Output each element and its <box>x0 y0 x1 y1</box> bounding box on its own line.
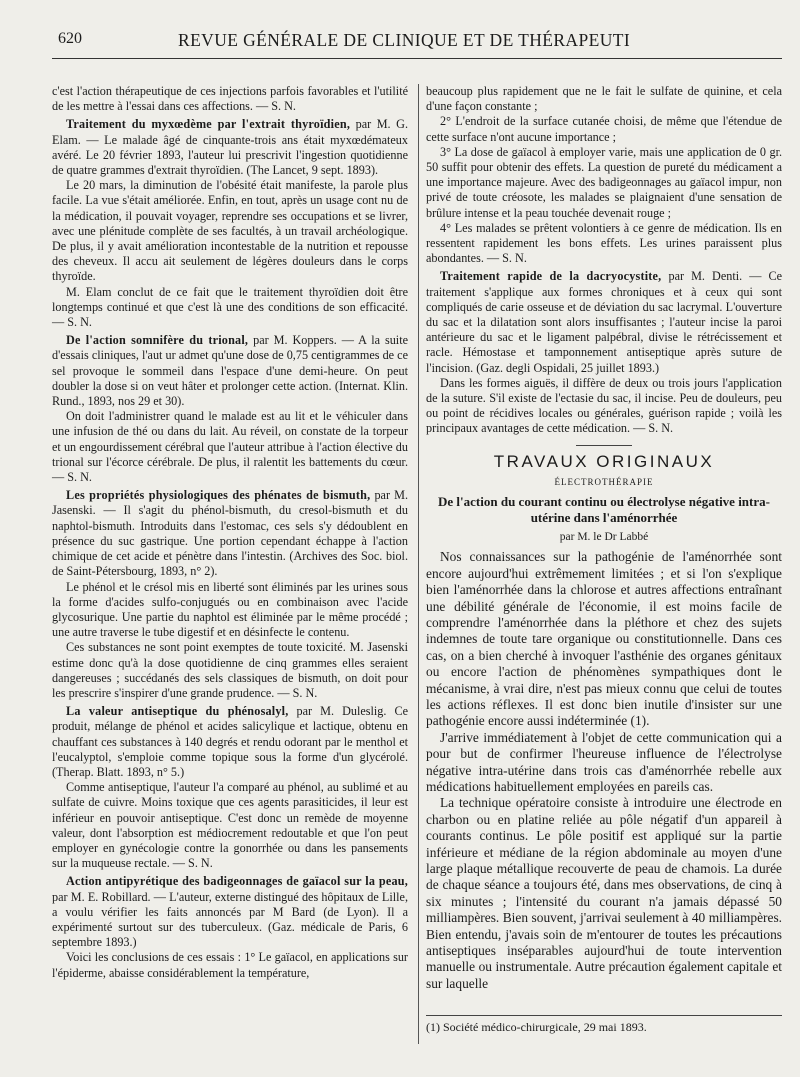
paragraph: par M. Jasenski. — Il s'agit du phénol-bismuth, du cresol-bismuth et du naphtol-bismuth. Introduits dans l'estomac, ces sels s'y dédoublent en présence du suc gastrique. Une portion cependant échappe à l'action chimique de cet acide et pénètre dans l'intestin. (Archives des Soc. biol. de Saint-Pétersbourg, 1893, n° 2). <box>52 488 408 579</box>
paragraph: Ces substances ne sont point exemptes de toute toxicité. M. Jasenski estime donc qu'à la dose quotidienne de cinq grammes elles seraient dangereuses ; succédanés des sels classiques de bismuth, on doit pour les prescrire s'inspirer d'une grande prudence. — S. N. <box>52 640 408 700</box>
paragraph: beaucoup plus rapidement que ne le fait le sulfate de quinine, et cela d'une façon constante ; <box>426 84 782 114</box>
article-title: De l'action somnifère du trional, <box>66 333 249 348</box>
paragraph: c'est l'action thérapeutique de ces injections parfois favorables et l'utilité de les mettre à l'essai dans ces affections. — S. N. <box>52 84 408 114</box>
running-title: REVUE GÉNÉRALE DE CLINIQUE ET DE THÉRAPEUTI <box>178 30 631 50</box>
article-dacryocystite <box>426 269 782 375</box>
article-title: Les propriétés physiologiques des phénates de bismuth, <box>66 488 371 503</box>
article-phenates-bismuth <box>52 488 408 579</box>
paragraph: Le 20 mars, la diminution de l'obésité était manifeste, la parole plus facile. La vue s'était améliorée. Enfin, en tout, après un usage cont nu de la médication, il pouvait voyager, reprendre ses occupations et se livrer, avec une plénitude complète de ses facultés, à un travail archéologique. De plus, il y avait amélioration incontestable de la nutrition et repousse des cheveux. Il accu ait seulement de légères douleurs dans le corps thyroïde. <box>52 178 408 284</box>
paragraph: 3° La dose de gaïacol à employer varie, mais une application de 0 gr. 50 suffit pour obtenir des effets. La question de pureté du médicament a une importance majeure. Avec des badigeonnages au gaïacol impur, non privé de toute créosote, les malades se plaignaient d'une sensation de brûlure intense et la peau touchée devenait rouge ; <box>426 144 782 220</box>
section-title: TRAVAUX ORIGINAUX <box>493 451 715 471</box>
section-separator <box>576 445 632 446</box>
article-title: La valeur antiseptique du phénosalyl, <box>66 704 289 719</box>
article-title: Traitement rapide de la dacryocystite, <box>440 269 662 284</box>
article-title: Traitement du myxœdème par l'extrait thyroïdien, <box>66 117 351 132</box>
paragraph: Voici les conclusions de ces essais : 1° Le gaïacol, en applications sur l'épiderme, abaisse considérablement la température, <box>52 950 408 980</box>
header-rule <box>52 58 782 59</box>
article-gaiacol <box>52 874 408 950</box>
paragraph: On doit l'administrer quand le malade est au lit et le véhiculer dans une infusion de thé ou dans du lait. Au réveil, on constate de la torpeur et un engourdissement cérébral que l'auteur attribue à l'action élective du trional sur l'écorce cérébrale. De plus, il ralentit les battements du cœur. — S. N. <box>52 409 408 485</box>
rubric: ÉLECTROTHÉRAPIE <box>554 476 654 487</box>
byline: par M. le Dr Labbé <box>559 531 649 544</box>
paragraph: Le phénol et le crésol mis en liberté sont éliminés par les urines sous la forme d'acides sulfo-conjugués ou en combinaison avec l'acide glycosurique. Une partie du naphtol est éliminée par le même procédé ; une autre traverse le tube digestif et en désinfecte le contenu. <box>52 579 408 640</box>
paragraph: 2° L'endroit de la surface cutanée choisi, de même que l'étendue de cette surface n'ont aucune importance ; <box>426 114 782 144</box>
article-trional <box>52 333 408 409</box>
page-number: 620 <box>58 30 82 47</box>
paragraph: Comme antiseptique, l'auteur l'a comparé au phénol, au sublimé et au sulfate de cuivre. Moins toxique que ces agents parasiticides, il leur est inférieur en pouvoir antiseptique. C'est donc un remède de moyenne valeur, dont l'absorption est médiocrement redoutable et que l'on peut employer en gynécologie contre la gonorrhée ou dans les pansements sur la muqueuse rectale. — S. N. <box>52 780 408 871</box>
paragraph: par M. Duleslig. Ce produit, mélange de phénol et acides salicylique et lactique, obtenu en chauffant ces substances à 140 degrés et rendu odorant par le menthol et l'eucalyptol, s'emploie comme topique sous la forme d'un glycérolé. (Therap. Blatt. 1893, n° 5.) <box>52 704 408 779</box>
paragraph: J'arrive immédiatement à l'objet de cette communication qui a pour but de confirmer l'heureuse influence de l'électrolyse négative intra-utérine dans trois cas d'aménorrhée rebelle aux médications habituellement employées en pareils cas. <box>426 729 782 794</box>
paragraph: M. Elam conclut de ce fait que le traitement thyroïdien doit être longtemps continué et que c'est là une des conditions de son efficacité. — S. N. <box>52 284 408 330</box>
footnote: (1) Société médico-chirurgicale, 29 mai 1893. <box>426 1015 782 1035</box>
original-article-body <box>426 549 782 992</box>
paragraph: par M. Koppers. — A la suite d'essais cliniques, l'aut ur admet qu'une dose de 0,75 centigrammes de ce sel provoque le sommeil dans l'espace d'une demi-heure. On peut doubler la dose si on veut hâter et prolonger cette action. (Internat. Klin. Rund., 1893, nos 29 et 30). <box>52 333 408 409</box>
column-divider <box>418 84 419 1044</box>
paragraph: par M. Denti. — Ce traitement s'applique aux formes chroniques et à ceux qui sont compliqués de carie osseuse et de déviation du sac lacrymal. L'ouverture du sac et la dilatation sont alors insuffisantes ; l'auteur incise la paroi antérieure du sac et le ligament palpébral, divise le rétrécissement et racle. Hémostase et tamponnement antiseptique après suture de l'incision. (Gaz. degli Ospidali, 25 juillet 1893.) <box>426 269 783 375</box>
paragraph: Dans les formes aiguës, il diffère de deux ou trois jours l'application de la suture. S'il existe de l'ectasie du sac, il incise. Peu de douleurs, peu ou point de récidives locales ou générales, guérison rapide ; voilà les principaux avantages de cette médication. — S. N. <box>426 375 782 436</box>
article-title: Action antipyrétique des badigeonnages de gaïacol sur la peau, <box>66 874 408 889</box>
running-header <box>58 28 782 54</box>
paragraph: La technique opératoire consiste à introduire une électrode en charbon ou en platine reliée au pôle négatif d'un appareil à courants continus. Le pôle positif est appliqué sur la partie inférieure et médiane de la région abdominale au moyen d'une large plaque métallique recouverte de peau de chamois. La durée de chaque séance a toujours été, dans mes observations, de cinq à six minutes ; l'intensité du courant n'a jamais dépassé 50 milliampères. Bien souvent, j'arrivai seulement à 40 milliampères. Bien entendu, j'avais soin de m'entourer de toutes les précautions antiseptiques inséparables aujourd'hui de toute intervention manuelle ou instrumentale. Autre précaution également capitale et sur laquelle <box>426 795 782 991</box>
original-article-title: De l'action du courant continu ou électrolyse négative intra-utérine dans l'aménorrhée <box>438 494 770 526</box>
left-column <box>52 84 408 981</box>
right-column <box>426 84 782 992</box>
paragraph: 4° Les malades se prêtent volontiers à ce genre de médication. Ils en ressentent rapidement les bons effets. Les urines paraissent plus abondantes. — S. N. <box>426 220 782 266</box>
article-traitement-myxoedeme <box>52 117 408 178</box>
paragraph: par M. E. Robillard. — L'auteur, externe distingué des hôpitaux de Lille, a voulu vérifier les faits annoncés par M Bard (de Lyon). Il a expérimenté surtout sur des tuberculeux. (Gaz. médicale de Paris, 6 septembre 1893.) <box>52 889 408 950</box>
paragraph: par M. G. Elam. — Le malade âgé de cinquante-trois ans était myxœdémateux avéré. Le 20 février 1893, l'auteur lui prescrivit l'ingestion quotidienne de quatre grammes d'extrait thyroïdien. (The Lancet, 9 sept. 1893). <box>52 117 408 178</box>
paragraph: Nos connaissances sur la pathogénie de l'aménorrhée sont encore aujourd'hui extrêmement limitées ; et si l'on s'explique bien l'aménorrhée dans la chlorose et autres affections entraînant une débilité générale de l'économie, il est moins facile de comprendre l'aménorrhée dans la pléthore et chez des sujets indemnes de toute tare organique ou constitutionnelle. Dans ces cas, on a bien cherché à invoquer l'asthénie des organes génitaux ou encore l'action de phénomènes sympathiques dont le mécanisme, à vrai dire, n'est pas mieux connu que celui de toutes les actions réflexes. Il est donc bien inutile d'insister sur une pathogénie encore aussi indéterminée (1). <box>426 549 782 729</box>
article-phenosalyl <box>52 704 408 780</box>
